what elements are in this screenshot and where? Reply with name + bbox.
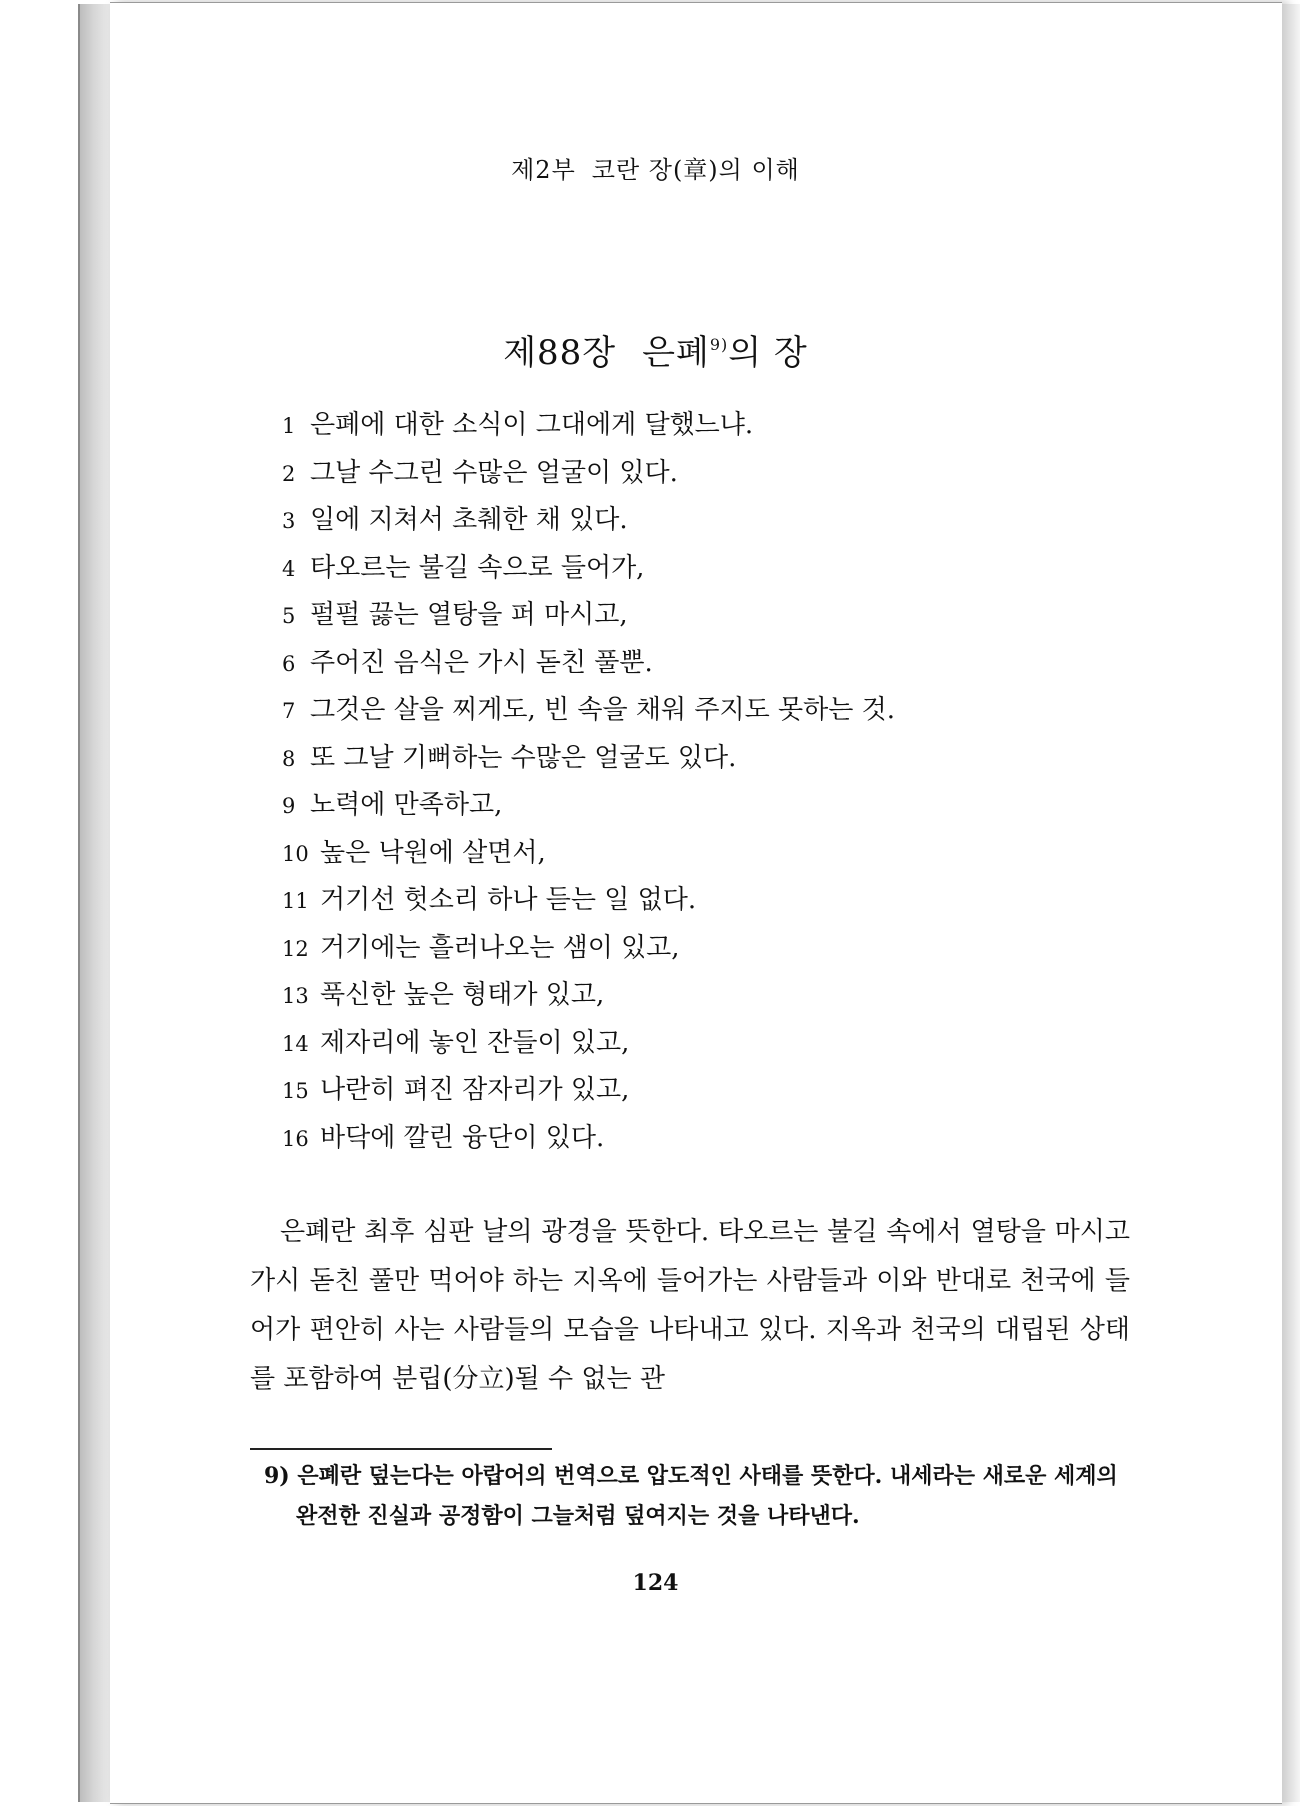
footnote-body [264, 1456, 1130, 1536]
footnote [264, 1456, 1130, 1536]
verse-number: 9 [282, 794, 296, 818]
verse-number: 7 [282, 699, 296, 723]
chapter-name: 은폐 [642, 332, 710, 373]
verse-number: 3 [282, 509, 296, 533]
verse-text: 나란히 펴진 잠자리가 있고, [320, 1075, 630, 1105]
verse-text: 푹신한 높은 형태가 있고, [320, 980, 605, 1010]
book-spine-edge [78, 4, 114, 1802]
verse-number: 11 [282, 889, 309, 913]
verse-number: 4 [282, 556, 296, 581]
verse-text: 펄펄 끓는 열탕을 퍼 마시고, [310, 600, 628, 630]
verse-text: 높은 낙원에 살면서, [320, 837, 546, 868]
footnote-text: 은폐란 덮는다는 아랍어의 번역으로 압도적인 사태를 뜻한다. 내세라는 새로운 세계의 완전한 진실과 공정함이 그늘처럼 덮여지는 것을 나타낸다. [296, 1463, 1118, 1529]
verse-text: 노력에 만족하고, [310, 790, 503, 820]
verse-number: 6 [282, 651, 296, 676]
running-head-part: 제2부 [511, 156, 576, 184]
page-number: 124 [632, 1570, 679, 1596]
verse-item [282, 497, 1162, 545]
verse-text: 또 그날 기뻐하는 수많은 얼굴도 있다. [310, 742, 737, 773]
running-head [0, 150, 1311, 185]
running-head-section: 코란 장(章)의 이해 [591, 156, 800, 184]
verse-text: 은폐에 대한 소식이 그대에게 달했느냐. [310, 410, 754, 440]
verse-number: 13 [282, 984, 309, 1008]
chapter-title [0, 325, 1311, 374]
commentary-paragraph: 은폐란 최후 심판 날의 광경을 뜻한다. 타오르는 불길 속에서 열탕을 마시고 가시 돋친 풀만 먹어야 하는 지옥에 들어가는 사람들과 이와 반대로 천국에 들어가 편안히 사는 사람들의 모습을 나타내고 있다. 지옥과 천국의 대립된 상태를 포함하여 분립(分立)될 수 없는 관 [250, 1217, 1130, 1394]
verse-item [282, 830, 1162, 878]
verse-item [282, 972, 1162, 1020]
verse-number: 10 [282, 841, 309, 866]
verse-text: 일에 지쳐서 초췌한 채 있다. [310, 505, 628, 535]
verse-text: 제자리에 놓인 잔들이 있고, [320, 1027, 630, 1058]
verse-item [282, 450, 1162, 498]
verse-number: 14 [282, 1031, 309, 1056]
chapter-footnote-ref: 9) [709, 334, 729, 354]
verse-item [282, 640, 1162, 688]
verse-text: 거기에는 흘러나오는 샘이 있고, [320, 932, 680, 963]
verse-number: 8 [282, 746, 296, 771]
verse-item [282, 782, 1162, 830]
verse-item [282, 1020, 1162, 1068]
verse-item [282, 1115, 1162, 1163]
verse-number: 12 [282, 936, 309, 961]
verse-item [282, 687, 1162, 735]
verse-item [282, 925, 1162, 973]
verse-text: 타오르는 불길 속으로 들어가, [310, 552, 645, 583]
verse-item [282, 545, 1162, 593]
verse-number: 16 [282, 1126, 309, 1151]
verse-number: 5 [282, 604, 296, 628]
page-right-edge [1282, 4, 1300, 1802]
verse-text: 그날 수그린 수많은 얼굴이 있다. [310, 457, 678, 488]
verse-item [282, 1067, 1162, 1115]
verse-item [282, 877, 1162, 925]
verse-item [282, 735, 1162, 783]
verse-item [282, 402, 1162, 450]
footnote-marker: 9) [264, 1463, 290, 1489]
verse-list [282, 402, 1162, 1162]
chapter-number: 제88장 [503, 332, 617, 373]
verse-text: 거기선 헛소리 하나 듣는 일 없다. [320, 885, 697, 915]
verse-number: 2 [282, 461, 296, 486]
chapter-suffix: 의 장 [728, 332, 808, 373]
verse-number: 15 [282, 1079, 309, 1103]
verse-item [282, 592, 1162, 640]
verse-number: 1 [282, 414, 296, 438]
verse-text: 바닥에 깔린 융단이 있다. [320, 1122, 605, 1153]
verse-text: 그것은 살을 찌게도, 빈 속을 채워 주지도 못하는 것. [310, 695, 895, 725]
footnote-divider [250, 1448, 552, 1450]
verse-text: 주어진 음식은 가시 돋친 풀뿐. [310, 647, 653, 678]
